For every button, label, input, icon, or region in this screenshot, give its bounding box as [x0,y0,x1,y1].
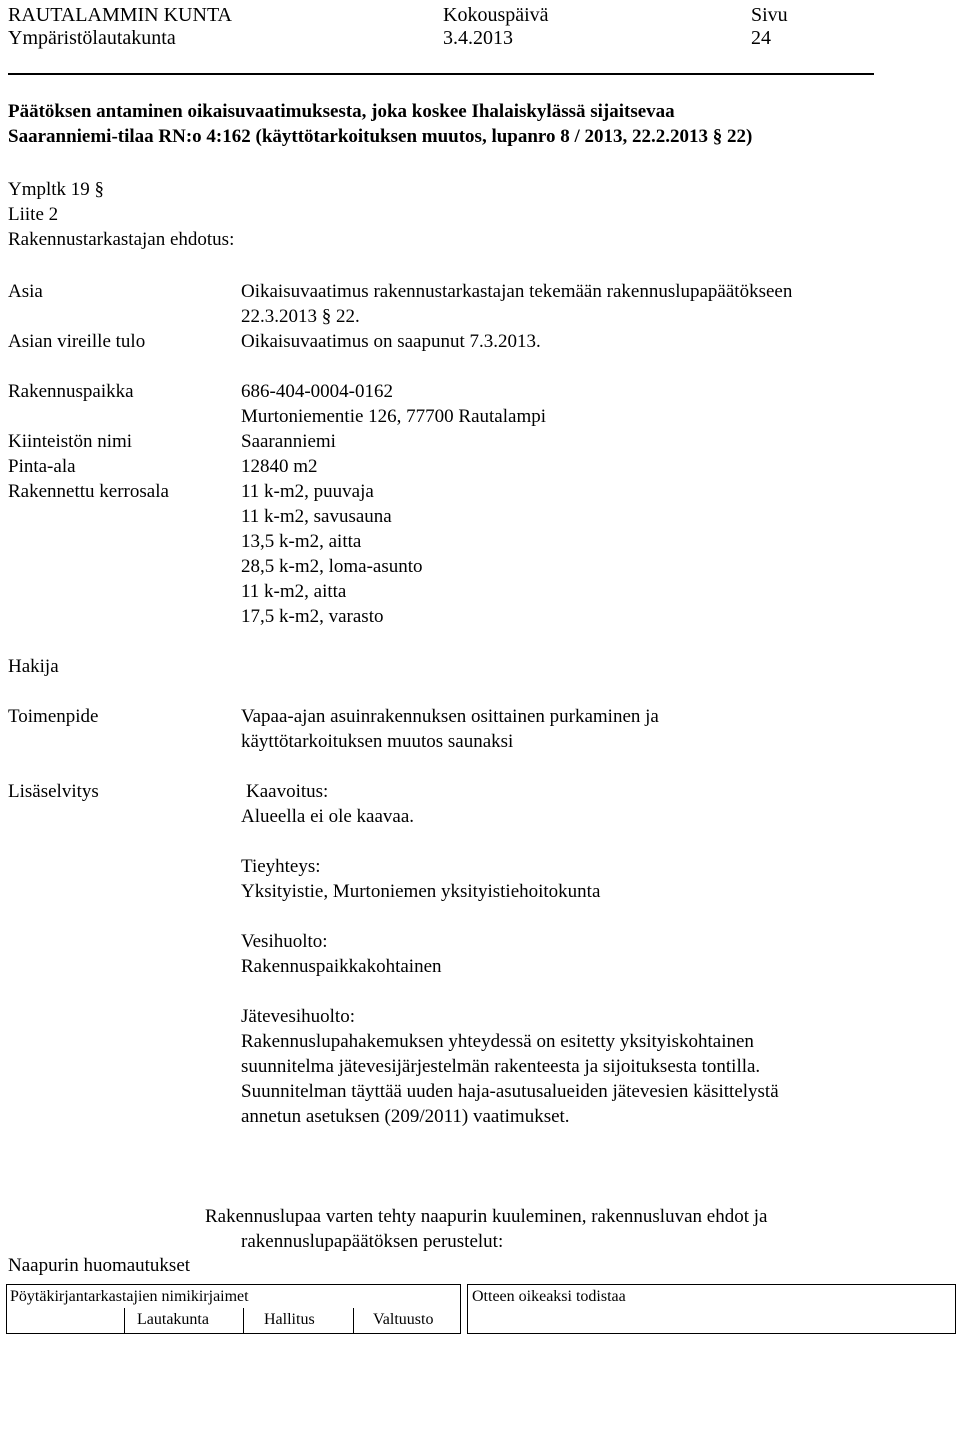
signature-divider [353,1308,354,1334]
kuuleminen-line-1: Rakennuslupaa varten tehty naapurin kuuleminen, rakennusluvan ehdot ja [205,1206,768,1227]
ref-proposal: Rakennustarkastajan ehdotus: [8,229,235,250]
kerrosala-item: 11 k-m2, aitta [241,581,347,602]
naapuri-label: Naapurin huomautukset [8,1255,191,1276]
signatures-col-lautakunta: Lautakunta [137,1311,209,1328]
kaavoitus-label: Kaavoitus: [246,781,329,802]
vesihuolto-value: Rakennuspaikkakohtainen [241,956,442,977]
asia-label: Asia [8,281,43,302]
header-page-number: 24 [751,27,771,49]
rakennuspaikka-value-2: Murtoniementie 126, 77700 Rautalampi [241,406,547,427]
certified-label: Otteen oikeaksi todistaa [472,1288,626,1305]
jatevesihuolto-line: suunnitelma jätevesijärjestelmän rakenteesta ja sijoituksesta tontilla. [241,1056,761,1077]
header-meeting-date: 3.4.2013 [443,27,513,49]
kuuleminen-line-2: rakennuslupapäätöksen perustelut: [241,1231,504,1252]
asia-value-1: Oikaisuvaatimus rakennustarkastajan tekemään rakennuslupapäätökseen [241,281,793,302]
kerrosala-label: Rakennettu kerrosala [8,481,169,502]
kerrosala-item: 11 k-m2, savusauna [241,506,392,527]
toimenpide-value-1: Vapaa-ajan asuinrakennuksen osittainen purkaminen ja [241,706,659,727]
kerrosala-item: 11 k-m2, puuvaja [241,481,374,502]
jatevesihuolto-line: Rakennuslupahakemuksen yhteydessä on esitetty yksityiskohtainen [241,1031,754,1052]
vesihuolto-label: Vesihuolto: [241,931,328,952]
asia-value-2: 22.3.2013 § 22. [241,306,360,327]
signatures-col-hallitus: Hallitus [264,1311,315,1328]
header-page-label: Sivu [751,4,788,26]
signature-divider [124,1308,125,1334]
kaavoitus-value: Alueella ei ole kaavaa. [241,806,415,827]
signatures-label: Pöytäkirjantarkastajien nimikirjaimet [10,1288,249,1305]
vireille-value: Oikaisuvaatimus on saapunut 7.3.2013. [241,331,541,352]
ref-ympltk: Ympltk 19 § [8,179,105,200]
hakija-label: Hakija [8,656,59,677]
signatures-col-valtuusto: Valtuusto [373,1311,434,1328]
tieyhteys-label: Tieyhteys: [241,856,321,877]
rakennuspaikka-value-1: 686-404-0004-0162 [241,381,393,402]
toimenpide-label: Toimenpide [8,706,99,727]
header-rule [8,73,874,75]
kerrosala-item: 28,5 k-m2, loma-asunto [241,556,423,577]
title-line-1: Päätöksen antaminen oikaisuvaatimuksesta, joka koskee Ihalaiskylässä sijaitsevaa [8,101,675,122]
jatevesihuolto-line: annetun asetuksen (209/2011) vaatimukset. [241,1106,570,1127]
title-line-2: Saaranniemi-tilaa RN:o 4:162 (käyttötarkoituksen muutos, lupanro 8 / 2013, 22.2.2013 § 22) [8,126,753,147]
vireille-label: Asian vireille tulo [8,331,146,352]
lisaselvitys-label: Lisäselvitys [8,781,99,802]
jatevesihuolto-label: Jätevesihuolto: [241,1006,355,1027]
header-board: Ympäristölautakunta [8,27,176,49]
jatevesihuolto-line: Suunnitelman täyttää uuden haja-asutusalueiden jätevesien käsittelystä [241,1081,779,1102]
pinta-ala-value: 12840 m2 [241,456,318,477]
kerrosala-item: 17,5 k-m2, varasto [241,606,384,627]
ref-liite: Liite 2 [8,204,59,225]
header-org: RAUTALAMMIN KUNTA [8,4,233,26]
header-meeting-label: Kokouspäivä [443,4,549,26]
signature-divider [243,1308,244,1334]
kerrosala-item: 13,5 k-m2, aitta [241,531,362,552]
tieyhteys-value: Yksityistie, Murtoniemen yksityistiehoitokunta [241,881,601,902]
toimenpide-value-2: käyttötarkoituksen muutos saunaksi [241,731,514,752]
rakennuspaikka-label: Rakennuspaikka [8,381,134,402]
kiinteisto-nimi-label: Kiinteistön nimi [8,431,133,452]
pinta-ala-label: Pinta-ala [8,456,76,477]
kiinteisto-nimi-value: Saaranniemi [241,431,336,452]
